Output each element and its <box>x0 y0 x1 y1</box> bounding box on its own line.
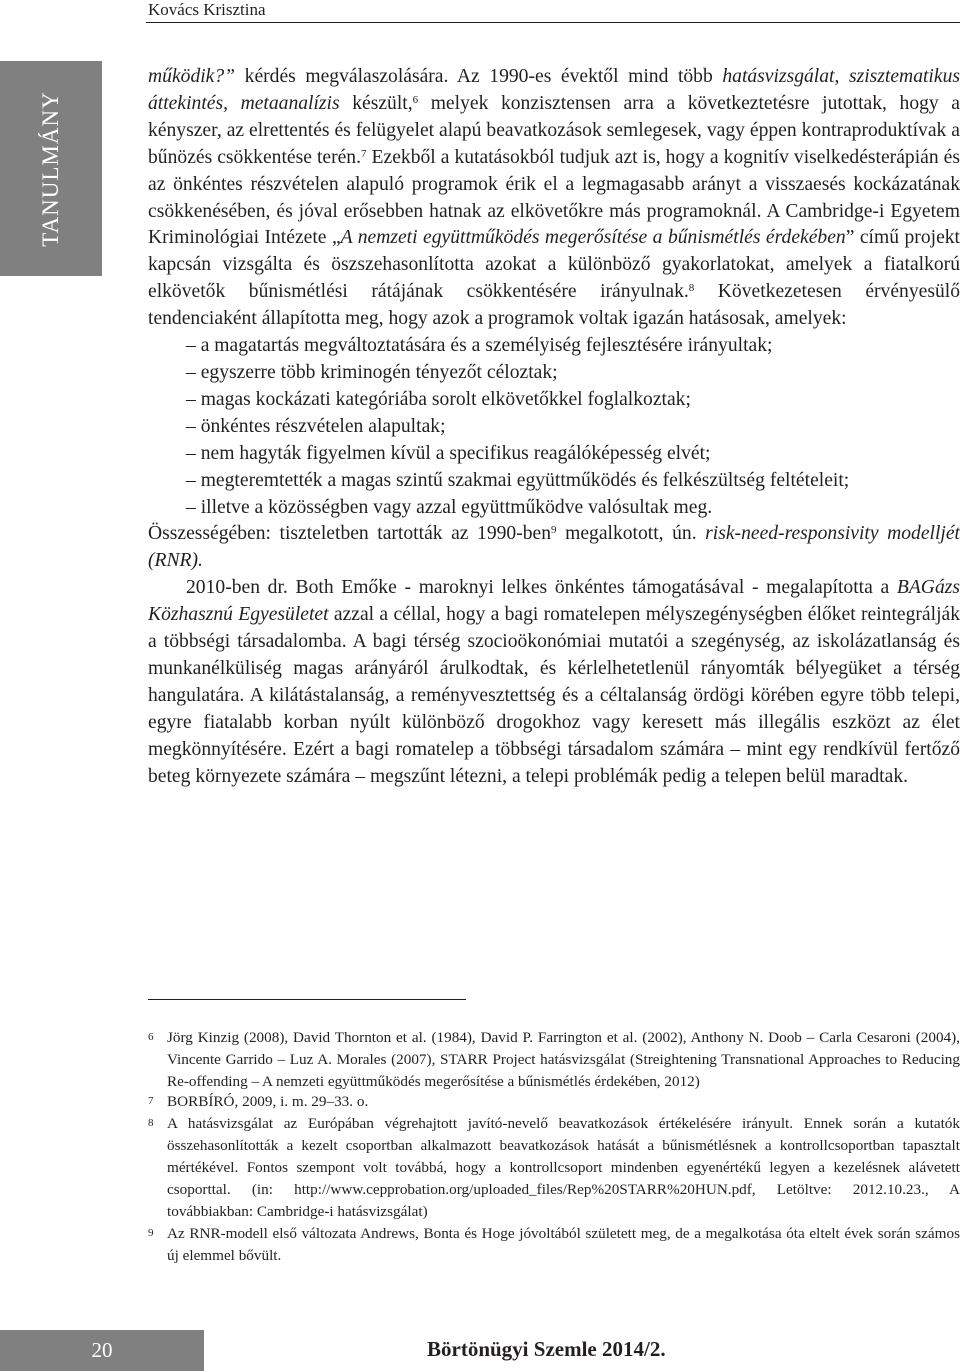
footnote <box>148 1223 960 1267</box>
bullet-item: – magas kockázati kategóriába sorolt elkövetőkkel foglalkoztak; <box>186 388 691 410</box>
text-run: ” című projekt kapcsán vizsgálta és öszszehasonlította azokat a különböző gyakorlatokat, amelyek a fiatalkorú elkövetők bűnismétlési rátájának csökkentésére irányulnak. <box>148 227 960 303</box>
footnote <box>148 1113 960 1223</box>
text-run: , <box>834 66 849 87</box>
footnote-number: 9 <box>148 1227 154 1239</box>
section-tab-label: TANULMÁNY <box>38 91 63 247</box>
header-author: Kovács Krisztina <box>148 0 266 19</box>
text-run: azzal a céllal, hogy a bagi romatelepen mélyszegénységben élőket reintegrálják a többségi társadalomba. A bagi térség szocioökonómiai mutatói a szegénység, az iskolázatlanság és munkanélküliség magas arányáról árulkodtak, és kérlelhetetlenül rányomták bélyegüket a térség hangulatára. A kilátástalanság, a reményvesztettség és a céltalanság ördögi körében egyre több telepi, egyre fiatalabb korban nyúlt különböző drogokhoz vagy keresett más illegális eszközt az élet megkönnyítésére. Ezért a bagi romatelep a többségi társadalom számára – mint egy rendkívül fertőző beteg környezete számára – megszűnt létezni, a telepi problémák pedig a telepen belül maradtak. <box>148 604 960 787</box>
text-run: Következetesen érvényesülő tendenciaként állapította meg, hogy azok a programok voltak igazán hatásosak, amelyek: <box>148 281 960 330</box>
bullet-item: – illetve a közösségben vagy azzal együttműködve valósultak meg. <box>186 496 713 518</box>
footnote-number: 7 <box>148 1095 154 1107</box>
text-run: kérdés megválaszolására. Az 1990-es évektől mind több <box>244 66 723 87</box>
text-run: A nemzeti együttműködés megerősítése a bűnismétlés érdekében <box>340 227 846 249</box>
bullet-item: – önkéntes részvételen alapultak; <box>186 415 446 437</box>
text-run: 2010-ben dr. Both Emőke - maroknyi lelkes önkéntes támogatásával - megalapította a <box>186 577 897 599</box>
text-run: működik?” <box>148 66 245 87</box>
journal-title: Börtönügyi Szemle 2014/2. <box>427 1337 666 1361</box>
paragraph <box>148 64 960 333</box>
text-run: Összességében: tiszteletben tartották az 1990-ben <box>148 523 552 545</box>
text-run: risk-need-responsivity modelljét (RNR). <box>148 523 960 572</box>
footnote-number: 6 <box>148 1031 154 1043</box>
footnote-ref: 9 <box>551 524 557 537</box>
bullet-item: – egyszerre több kriminogén tényezőt céloztak; <box>186 361 558 383</box>
text-run: BAGázs Közhasznú Egyesületet <box>148 577 960 626</box>
text-run: készült, <box>339 92 413 114</box>
footnote-text: A hatásvizsgálat az Európában végrehajtott javító-nevelő beavatkozások értékelésére irányult. Ennek során a kutatók összehasonlították a kezelt csoportban alkalmazott beavatkozások hatását a bűnismétlésnek a kontrollcsoportban tapasztalt mértékével. Fontos szempont volt továbbá, hogy a kontrollcsoport mindenben egyenértékű legyen a kezelésnek alávetett csoporttal. (in: http://www.cepprobation.org/uploaded_files/Rep%20STARR%20HUN.pdf, Letöltve: 2012.10.23., A továbbiakban: Cambridge-i hatásvizsgálat) <box>167 1115 960 1220</box>
bullet-item: – nem hagyták figyelmen kívül a specifikus reagálóképesség elvét; <box>186 442 711 464</box>
footnote-number: 8 <box>148 1117 154 1129</box>
text-run: megalkotott, ún. <box>556 523 706 545</box>
bullet-item: – a magatartás megváltoztatására és a személyiség fejlesztésére irányultak; <box>186 335 773 357</box>
footnote-text: Jörg Kinzig (2008), David Thornton et al. (1984), David P. Farrington et al. (2002), Anthony N. Doob – Carla Cesaroni (2004), Vincente Garrido – Luz A. Morales (2007), STARR Project hatásvizsgálat (Streightening Transnational Approaches to Reducing Re-offending – A nemzeti együttműködés megerősítése a bűnismétlés érdekében, 2012) <box>167 1029 960 1090</box>
footnote-rule <box>148 999 466 1000</box>
footnote-ref: 6 <box>412 93 419 106</box>
footnote-ref: 7 <box>361 147 367 160</box>
text-run: szisztematikus áttekintés, metaanalízis <box>148 66 960 114</box>
page-number: 20 <box>91 1338 113 1362</box>
footnote-text: BORBÍRÓ, 2009, i. m. 29–33. o. <box>167 1093 369 1110</box>
footnote <box>148 1091 960 1113</box>
section-tab <box>0 61 102 276</box>
text-run: Ezekből a kutatásokból tudjuk azt is, hogy a kognitív viselkedésterápián és az önkéntes részvételen alapuló programok érik el a legmagasabb arányt a visszaesés kockázatának csökkenésében, és jóval erősebben hatnak az elkövetőkre más programoknál. A Cambridge-i Egyetem Kriminológiai Intézete „ <box>148 146 960 249</box>
footnote-ref: 8 <box>688 282 695 295</box>
footnotes <box>148 1027 960 1267</box>
header-rule <box>146 22 960 23</box>
bullet-list <box>148 333 960 521</box>
bullet-item: – megteremtették a magas szintű szakmai együttműködés és felkészültség feltételeit; <box>186 469 850 491</box>
article-body <box>148 64 960 790</box>
text-run: hatásvizsgálat <box>722 66 835 87</box>
text-run: melyek konzisztensen arra a következtetésre jutottak, hogy a kényszer, az elrettentés és felügyelet alapú beavatkozások semlegesek, vagy éppen kontraproduktívak a bűnözés csökkentése terén. <box>148 92 960 168</box>
footnote <box>148 1027 960 1093</box>
paragraph <box>148 521 960 575</box>
footnote-text: Az RNR-modell első változata Andrews, Bonta és Hoge jóvoltából született meg, de a megalkotása óta eltelt évek során számos új elemmel bővült. <box>167 1225 960 1264</box>
paragraph <box>148 575 960 790</box>
